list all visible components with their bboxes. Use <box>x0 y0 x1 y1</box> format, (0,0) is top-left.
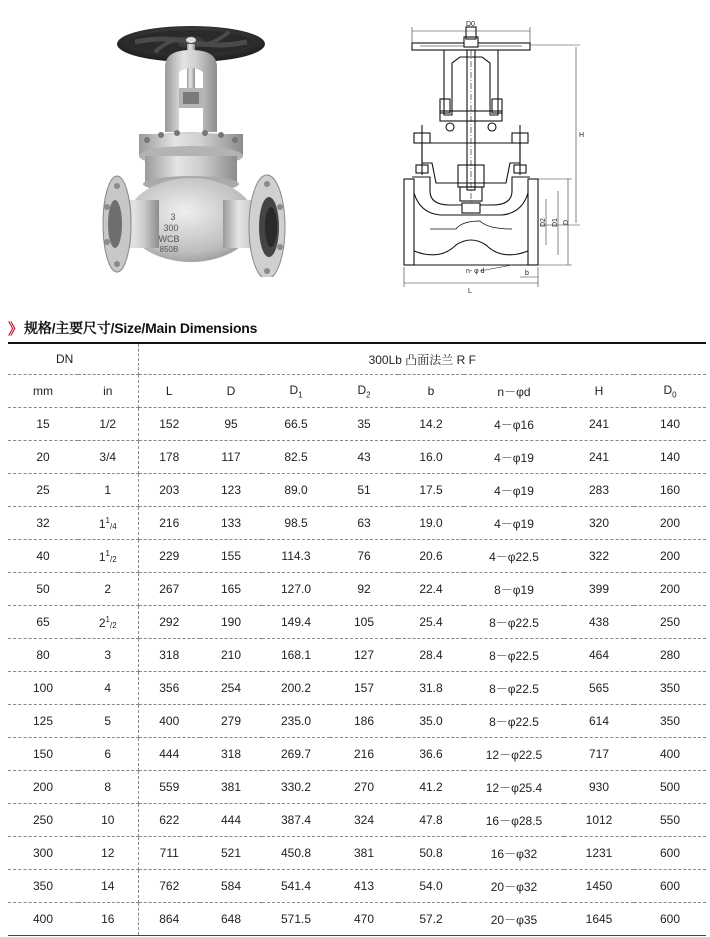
cell-d0: 400 <box>634 738 706 771</box>
cell-mm: 250 <box>8 804 78 837</box>
cell-h: 464 <box>564 639 634 672</box>
cell-nd: 20－φ32 <box>464 870 564 903</box>
cell-nd: 8－φ22.5 <box>464 705 564 738</box>
cell-l: 203 <box>138 474 200 507</box>
cell-mm: 15 <box>8 408 78 441</box>
table-row <box>8 441 706 474</box>
cell-in-slash: / <box>109 521 113 531</box>
cell-mm: 400 <box>8 903 78 936</box>
cell-in: 3 <box>78 639 138 672</box>
cell-nd: 16－φ32 <box>464 837 564 870</box>
cell-d2: 470 <box>330 903 398 936</box>
cell-l: 178 <box>138 441 200 474</box>
cell-b: 17.5 <box>398 474 464 507</box>
table-column-header <box>8 375 706 408</box>
group-header-dn: DN <box>8 344 138 375</box>
cell-d0: 600 <box>634 903 706 936</box>
cell-in: 12 <box>78 837 138 870</box>
col-header-b: b <box>398 375 464 408</box>
cell-h: 241 <box>564 441 634 474</box>
cell-d0: 200 <box>634 507 706 540</box>
cell-d0: 550 <box>634 804 706 837</box>
cell-mm: 40 <box>8 540 78 573</box>
cell-d2: 270 <box>330 771 398 804</box>
cell-l: 216 <box>138 507 200 540</box>
cell-d: 155 <box>200 540 262 573</box>
cell-d2: 43 <box>330 441 398 474</box>
cell-h: 717 <box>564 738 634 771</box>
cell-l: 152 <box>138 408 200 441</box>
cell-in <box>78 606 138 639</box>
col-header-d2-base: D <box>357 382 367 397</box>
col-header-d2 <box>330 375 398 408</box>
cell-mm: 100 <box>8 672 78 705</box>
cell-d: 648 <box>200 903 262 936</box>
cell-d0: 600 <box>634 837 706 870</box>
cell-d: 190 <box>200 606 262 639</box>
cell-b: 47.8 <box>398 804 464 837</box>
cell-in-numerator: 1 <box>105 548 110 558</box>
cell-in-slash: / <box>109 554 113 564</box>
valve-section-drawing <box>400 15 610 295</box>
cell-h: 930 <box>564 771 634 804</box>
cell-nd: 16－φ28.5 <box>464 804 564 837</box>
cell-l: 864 <box>138 903 200 936</box>
cell-d: 444 <box>200 804 262 837</box>
cell-in: 2 <box>78 573 138 606</box>
dimensions-table <box>8 344 706 936</box>
heading-arrow-icon: 》 <box>8 320 21 338</box>
col-header-d0 <box>634 375 706 408</box>
table-row <box>8 771 706 804</box>
cell-mm: 20 <box>8 441 78 474</box>
col-header-mm: mm <box>8 375 78 408</box>
cell-in-whole: 1 <box>98 549 106 564</box>
cell-nd: 8－φ19 <box>464 573 564 606</box>
cell-l: 356 <box>138 672 200 705</box>
cell-l: 559 <box>138 771 200 804</box>
label-h: H <box>579 132 585 139</box>
cell-b: 22.4 <box>398 573 464 606</box>
cell-d0: 350 <box>634 705 706 738</box>
label-l: L <box>468 288 472 295</box>
cell-d: 521 <box>200 837 262 870</box>
table-group-header <box>8 344 706 375</box>
cell-in: 5 <box>78 705 138 738</box>
cell-d2: 35 <box>330 408 398 441</box>
col-header-l: L <box>138 375 200 408</box>
label-b: b <box>525 270 529 277</box>
col-header-d2-sub: 2 <box>366 390 371 400</box>
cell-h: 322 <box>564 540 634 573</box>
cell-b: 20.6 <box>398 540 464 573</box>
col-header-h: H <box>564 375 634 408</box>
cell-b: 36.6 <box>398 738 464 771</box>
cell-h: 614 <box>564 705 634 738</box>
cell-d0: 200 <box>634 540 706 573</box>
cell-in <box>78 507 138 540</box>
cell-d1: 89.0 <box>262 474 330 507</box>
label-d: D <box>563 219 570 225</box>
cell-d1: 66.5 <box>262 408 330 441</box>
col-header-d1-base: D <box>289 382 299 397</box>
group-header-rating: 300Lb 凸面法兰 R F <box>138 344 706 375</box>
cell-l: 711 <box>138 837 200 870</box>
cell-mm: 200 <box>8 771 78 804</box>
cell-h: 438 <box>564 606 634 639</box>
cell-d: 318 <box>200 738 262 771</box>
casting-mark-3: WCB <box>158 234 180 244</box>
cell-d: 279 <box>200 705 262 738</box>
table-row <box>8 705 706 738</box>
table-row <box>8 870 706 903</box>
cell-l: 292 <box>138 606 200 639</box>
cell-d0: 500 <box>634 771 706 804</box>
cell-d2: 157 <box>330 672 398 705</box>
cell-mm: 150 <box>8 738 78 771</box>
cell-d1: 82.5 <box>262 441 330 474</box>
table-row <box>8 540 706 573</box>
casting-mark-1: 3 <box>170 212 176 222</box>
cell-l: 444 <box>138 738 200 771</box>
table-row <box>8 573 706 606</box>
cell-in: 4 <box>78 672 138 705</box>
cell-d: 254 <box>200 672 262 705</box>
cell-mm: 350 <box>8 870 78 903</box>
col-header-d0-sub: 0 <box>672 390 677 400</box>
cell-b: 57.2 <box>398 903 464 936</box>
cell-d2: 381 <box>330 837 398 870</box>
cell-in-denominator: 4 <box>112 521 117 531</box>
col-header-d0-base: D <box>663 382 673 397</box>
cell-b: 50.8 <box>398 837 464 870</box>
cell-d2: 127 <box>330 639 398 672</box>
cell-d0: 140 <box>634 408 706 441</box>
col-header-d1 <box>262 375 330 408</box>
cell-d: 117 <box>200 441 262 474</box>
cell-d: 584 <box>200 870 262 903</box>
cell-d2: 76 <box>330 540 398 573</box>
cell-nd: 20－φ35 <box>464 903 564 936</box>
cell-mm: 65 <box>8 606 78 639</box>
cell-d: 210 <box>200 639 262 672</box>
cell-in-slash: / <box>109 620 113 630</box>
cell-in: 1 <box>78 474 138 507</box>
col-header-in: in <box>78 375 138 408</box>
cell-d1: 330.2 <box>262 771 330 804</box>
cell-d2: 63 <box>330 507 398 540</box>
cell-nd: 4－φ19 <box>464 507 564 540</box>
cell-d0: 250 <box>634 606 706 639</box>
cell-h: 1645 <box>564 903 634 936</box>
cell-b: 25.4 <box>398 606 464 639</box>
table-row <box>8 903 706 936</box>
cell-mm: 25 <box>8 474 78 507</box>
cell-nd: 4－φ22.5 <box>464 540 564 573</box>
cell-d: 165 <box>200 573 262 606</box>
cell-h: 241 <box>564 408 634 441</box>
valve-body <box>103 175 285 277</box>
cell-in-denominator: 2 <box>112 554 117 564</box>
cell-nd: 12－φ25.4 <box>464 771 564 804</box>
cell-l: 229 <box>138 540 200 573</box>
table-row <box>8 474 706 507</box>
casting-mark-2: 300 <box>163 223 179 233</box>
cell-in: 3/4 <box>78 441 138 474</box>
cell-b: 28.4 <box>398 639 464 672</box>
cell-b: 41.2 <box>398 771 464 804</box>
cell-h: 283 <box>564 474 634 507</box>
cell-nd: 4－φ19 <box>464 474 564 507</box>
table-row <box>8 804 706 837</box>
cell-h: 1450 <box>564 870 634 903</box>
yoke <box>165 44 217 132</box>
cell-l: 267 <box>138 573 200 606</box>
cell-l: 762 <box>138 870 200 903</box>
cell-d2: 324 <box>330 804 398 837</box>
table-row <box>8 672 706 705</box>
casting-mark-4: 850B <box>159 245 179 254</box>
cell-d1: 149.4 <box>262 606 330 639</box>
cell-d1: 269.7 <box>262 738 330 771</box>
cell-in <box>78 540 138 573</box>
cell-b: 16.0 <box>398 441 464 474</box>
cell-d: 381 <box>200 771 262 804</box>
cell-d0: 140 <box>634 441 706 474</box>
cell-mm: 300 <box>8 837 78 870</box>
cell-in: 16 <box>78 903 138 936</box>
cell-in-numerator: 1 <box>105 614 110 624</box>
cell-d: 123 <box>200 474 262 507</box>
table-body <box>8 408 706 936</box>
cell-d0: 600 <box>634 870 706 903</box>
cell-in: 6 <box>78 738 138 771</box>
cell-in-whole: 2 <box>98 615 106 630</box>
cell-nd: 4－φ19 <box>464 441 564 474</box>
cell-d: 95 <box>200 408 262 441</box>
label-d0: D0 <box>466 21 475 28</box>
cell-in: 1/2 <box>78 408 138 441</box>
cell-nd: 8－φ22.5 <box>464 672 564 705</box>
cell-nd: 4－φ16 <box>464 408 564 441</box>
cell-d2: 216 <box>330 738 398 771</box>
col-header-d1-sub: 1 <box>298 390 303 400</box>
cell-d0: 200 <box>634 573 706 606</box>
table-row <box>8 639 706 672</box>
cell-in-denominator: 2 <box>112 620 117 630</box>
cell-nd: 12－φ22.5 <box>464 738 564 771</box>
col-header-nd: n－φd <box>464 375 564 408</box>
label-nd: n- φ d <box>466 268 485 275</box>
table-row <box>8 738 706 771</box>
cell-mm: 80 <box>8 639 78 672</box>
cell-d1: 450.8 <box>262 837 330 870</box>
cell-nd: 8－φ22.5 <box>464 639 564 672</box>
cell-b: 35.0 <box>398 705 464 738</box>
cell-b: 31.8 <box>398 672 464 705</box>
cell-d2: 105 <box>330 606 398 639</box>
col-header-d: D <box>200 375 262 408</box>
valve-photo <box>95 22 300 277</box>
cell-h: 1012 <box>564 804 634 837</box>
cell-h: 565 <box>564 672 634 705</box>
heading-title: 规格/主要尺寸/Size/Main Dimensions <box>24 320 258 336</box>
cell-d0: 280 <box>634 639 706 672</box>
cell-h: 1231 <box>564 837 634 870</box>
cell-d1: 127.0 <box>262 573 330 606</box>
cell-d1: 235.0 <box>262 705 330 738</box>
cell-in: 14 <box>78 870 138 903</box>
cell-d2: 51 <box>330 474 398 507</box>
cell-b: 54.0 <box>398 870 464 903</box>
table-row <box>8 507 706 540</box>
cell-mm: 32 <box>8 507 78 540</box>
cell-in-numerator: 1 <box>105 515 110 525</box>
cell-l: 400 <box>138 705 200 738</box>
cell-d1: 541.4 <box>262 870 330 903</box>
label-d2: D2 <box>540 218 547 227</box>
cell-d2: 92 <box>330 573 398 606</box>
cell-d2: 186 <box>330 705 398 738</box>
table-row <box>8 606 706 639</box>
cell-d1: 98.5 <box>262 507 330 540</box>
cell-l: 622 <box>138 804 200 837</box>
table-row <box>8 837 706 870</box>
label-d1: D1 <box>552 218 559 227</box>
cell-h: 320 <box>564 507 634 540</box>
cell-l: 318 <box>138 639 200 672</box>
cell-in: 8 <box>78 771 138 804</box>
cell-in-whole: 1 <box>98 516 106 531</box>
cell-d1: 114.3 <box>262 540 330 573</box>
cell-d1: 168.1 <box>262 639 330 672</box>
section-heading <box>8 318 257 338</box>
cell-in: 10 <box>78 804 138 837</box>
cell-d0: 350 <box>634 672 706 705</box>
cell-nd: 8－φ22.5 <box>464 606 564 639</box>
cell-b: 14.2 <box>398 408 464 441</box>
cell-mm: 50 <box>8 573 78 606</box>
cell-d: 133 <box>200 507 262 540</box>
cell-d1: 200.2 <box>262 672 330 705</box>
table-row <box>8 408 706 441</box>
cell-d2: 413 <box>330 870 398 903</box>
cell-d1: 571.5 <box>262 903 330 936</box>
cell-d0: 160 <box>634 474 706 507</box>
cell-h: 399 <box>564 573 634 606</box>
cell-d1: 387.4 <box>262 804 330 837</box>
cell-b: 19.0 <box>398 507 464 540</box>
cell-mm: 125 <box>8 705 78 738</box>
